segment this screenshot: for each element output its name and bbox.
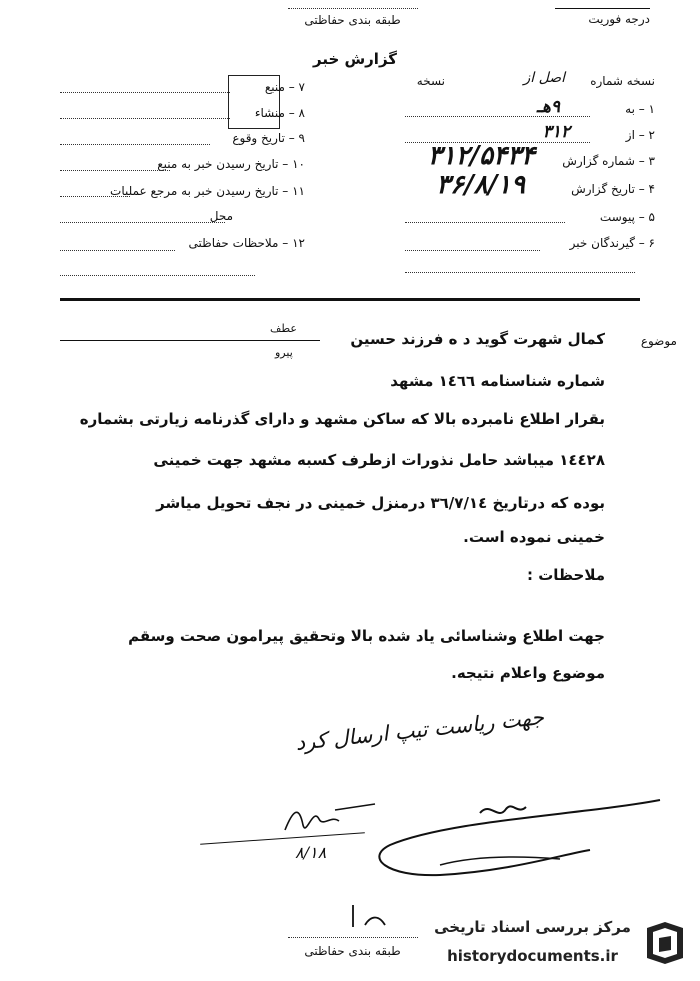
field-recipients-label: ۶ – گیرندگان خبر (569, 236, 655, 250)
handwritten-note: جهت ریاست تیپ ارسال کرد (294, 705, 546, 755)
field-from-value: ۳۱۲ (542, 122, 570, 142)
field-origin-line (60, 118, 230, 119)
field-source-arrival-label: ۱۰ – تاریخ رسیدن خبر به منبع (157, 157, 305, 171)
subject-label: موضوع (640, 334, 677, 348)
reference-label: عطف (270, 322, 297, 335)
field-report-number-label: ۳ – شماره گزارش (562, 154, 655, 168)
signature-left (275, 790, 395, 850)
classification-label-top: طبقه بندی حفاظتی (304, 13, 401, 27)
field-attachment-label: ۵ – پیوست (599, 210, 655, 224)
field-origin-label: ۸ – منشاء (254, 106, 305, 120)
signature-loop (360, 795, 670, 885)
initials-mark (345, 895, 395, 935)
field-occurrence-date-label: ۹ – تاریخ وقوع (232, 131, 305, 145)
body-line-1: شماره شناسنامه ۱٤٦٦ مشهد (390, 372, 605, 390)
remarks-heading: ملاحظات : (526, 566, 605, 584)
body-line-2: بقرار اطلاع نامبرده بالا که ساکن مشهد و دارای گذرنامه زیارتی بشماره (79, 410, 605, 428)
field-security-notes-label: ۱۲ – ملاحظات حفاظتی (188, 236, 305, 250)
body-line-5: خمینی نموده است. (463, 528, 605, 546)
body-line-4: بوده که درتاریخ ۳٦/۷/۱٤ درمنزل خمینی در نجف تحویل میاشر (156, 494, 605, 512)
handwritten-date: ۸/۱۸ (295, 843, 327, 862)
field-security-notes-line2 (60, 275, 255, 276)
body-line-3: ۱٤٤۲۸ میباشد حامل نذورات ازطرف کسبه مشهد جهت خمینی (153, 451, 605, 469)
archive-logo-icon (643, 918, 687, 966)
field-copy-number-value: اصل از (523, 70, 565, 86)
reference-line (60, 340, 320, 341)
header-divider (60, 298, 640, 301)
field-place-label: محل (209, 209, 233, 223)
followup-label: پیرو (275, 346, 293, 359)
classification-line-bottom (288, 937, 418, 938)
field-report-number-value: ۳۱۲/۵۴۳۴ (427, 141, 535, 171)
classification-line-top (288, 8, 418, 9)
field-to-label: ۱ – به (625, 102, 655, 116)
field-attachment-line (405, 222, 565, 223)
remarks-line-2: موضوع واعلام نتیجه. (451, 664, 605, 682)
field-from-label: ۲ – از (625, 128, 655, 142)
field-operations-arrival-label: ۱۱ – تاریخ رسیدن خبر به مرجع عملیات (110, 184, 305, 198)
report-title: گزارش خبر (312, 50, 398, 68)
field-security-notes-line1 (60, 250, 175, 251)
priority-line (555, 8, 650, 9)
field-report-date-value: ۳۶/۸/۱۹ (436, 170, 525, 200)
field-operations-arrival-line (60, 196, 130, 197)
field-copy-number-label: نسخه شماره (590, 74, 655, 88)
field-to-value: ۹هـ (536, 97, 560, 117)
field-place-line (60, 222, 225, 223)
field-occurrence-date-line (60, 144, 210, 145)
field-source-line (60, 92, 230, 93)
field-to-line (405, 116, 590, 117)
watermark-url: historydocuments.ir (447, 947, 618, 965)
field-report-date-label: ۴ – تاریخ گزارش (571, 182, 655, 196)
field-source-arrival-line (60, 170, 170, 171)
watermark-title: مرکز بررسی اسناد تاریخی (434, 918, 631, 936)
remarks-line-1: جهت اطلاع وشناسائی یاد شده بالا وتحقیق پیرامون صحت وسقم (128, 627, 605, 645)
classification-label-bottom: طبقه بندی حفاظتی (304, 944, 401, 958)
field-recipients-line2 (405, 272, 635, 273)
subject-text: کمال شهرت گوید د ه فرزند حسین (350, 330, 605, 348)
field-copy-suffix: نسخه (416, 74, 445, 88)
field-source-label: ۷ – منبع (264, 80, 305, 94)
field-recipients-line1 (405, 250, 540, 251)
priority-label: درجه فوریت (588, 12, 650, 26)
